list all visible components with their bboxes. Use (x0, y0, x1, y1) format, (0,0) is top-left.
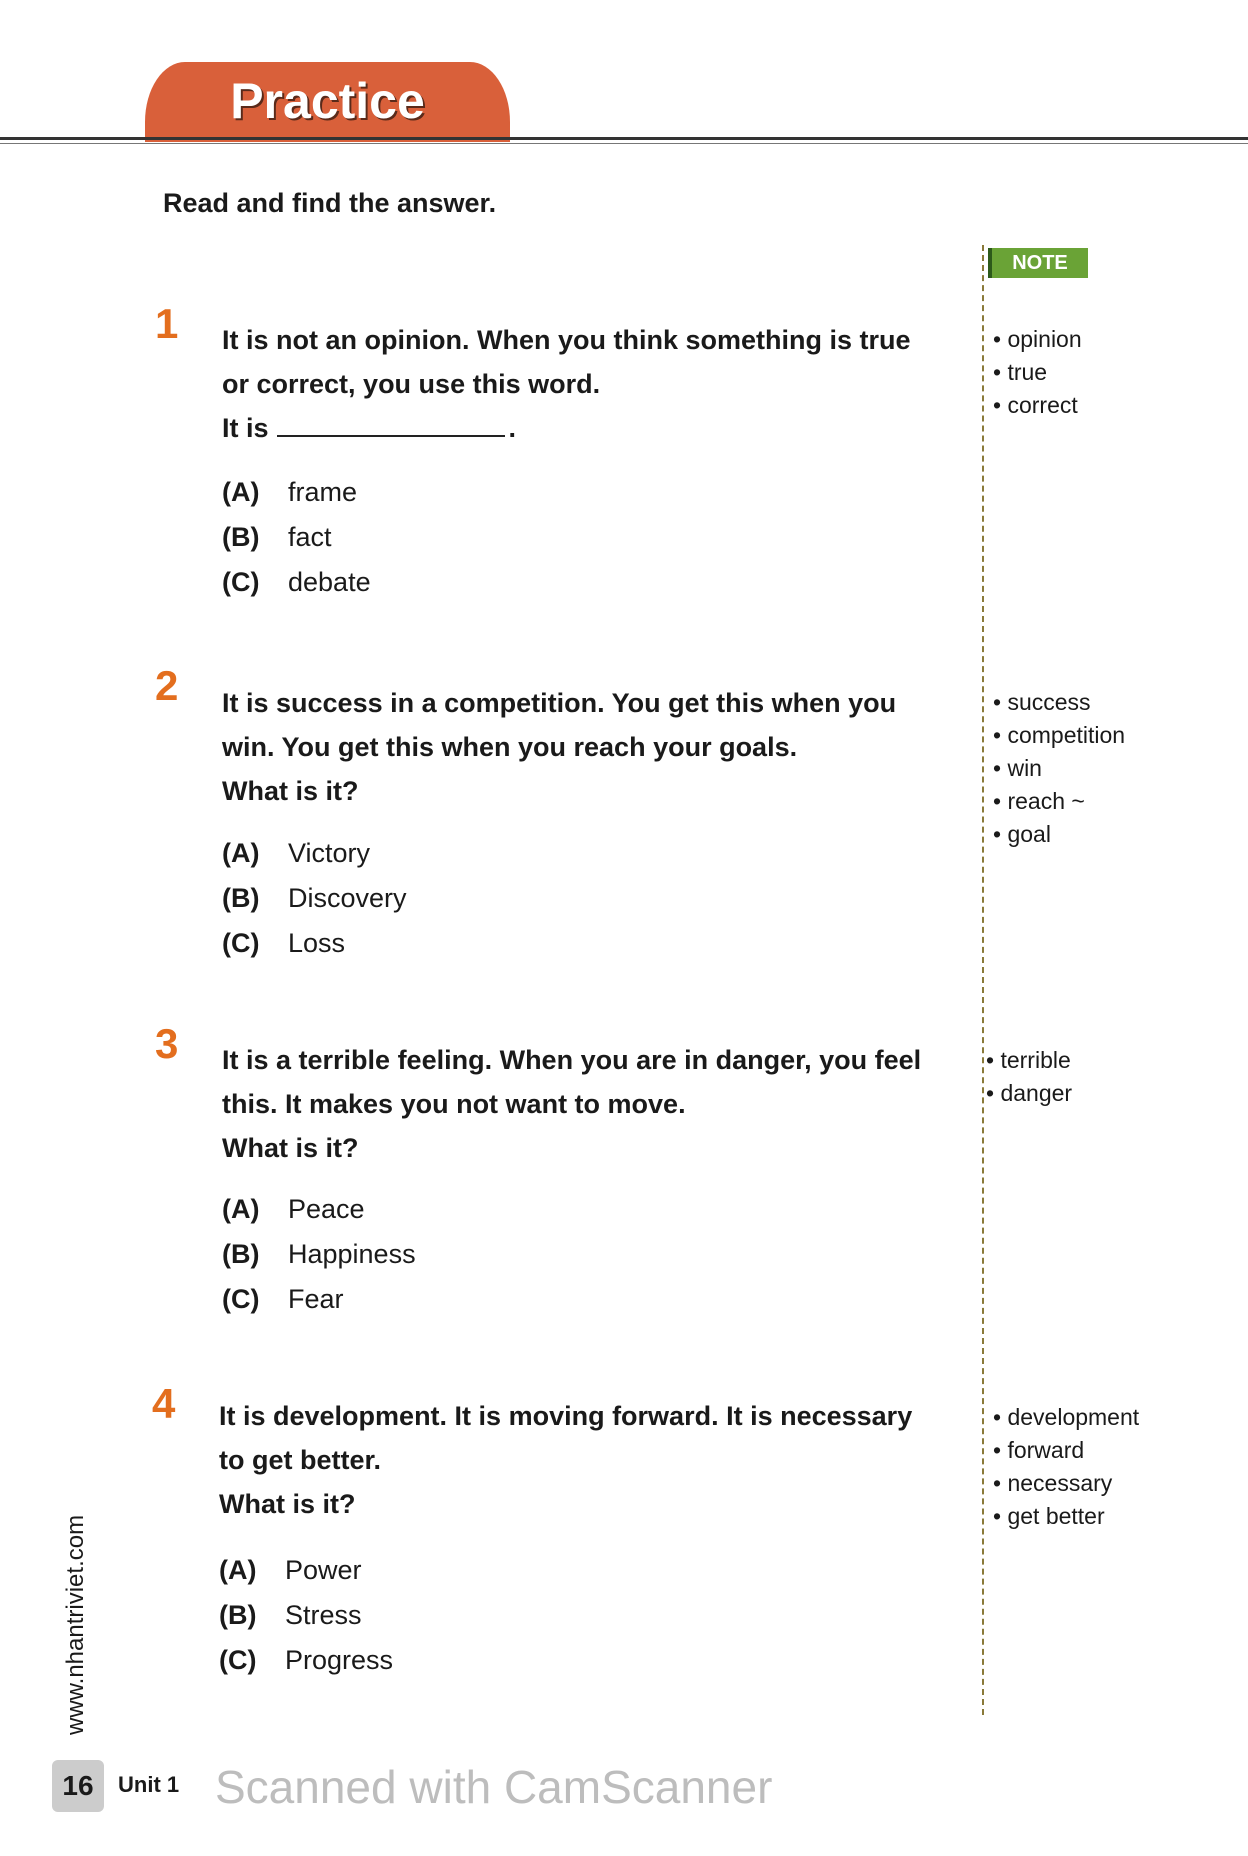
option-text: Progress (285, 1645, 394, 1675)
side-url: www.nhantriviet.com (62, 1514, 89, 1735)
options (222, 1187, 416, 1322)
note-text: opinion (1007, 326, 1082, 352)
option-b[interactable] (222, 1232, 416, 1277)
note-text: necessary (1007, 1470, 1113, 1496)
question-line: It is a terrible feeling. When you are in danger, you feel (222, 1045, 922, 1075)
note-text: correct (1007, 392, 1078, 418)
option-c[interactable] (222, 1277, 416, 1322)
question-text (219, 1394, 949, 1526)
note-list (993, 686, 1125, 851)
options (222, 470, 371, 605)
option-letter: (B) (222, 883, 260, 913)
header-rule-thin (0, 143, 1248, 144)
note-item: • reach ~ (993, 788, 1085, 814)
unit-label: Unit 1 (118, 1772, 180, 1797)
note-text: reach ~ (1007, 788, 1085, 814)
option-letter: (A) (219, 1555, 257, 1585)
note-text: danger (1000, 1080, 1073, 1106)
header-rule (0, 137, 1248, 140)
question-line: or correct, you use this word. (222, 369, 601, 399)
question-number: 3 (155, 1020, 179, 1067)
option-letter: (A) (222, 838, 260, 868)
note-list (993, 323, 1082, 422)
note-item: • success (993, 689, 1091, 715)
option-text: Happiness (288, 1239, 416, 1269)
question-number: 2 (155, 662, 179, 709)
note-item: • true (993, 359, 1048, 385)
prompt-end: . (508, 413, 517, 443)
question-line: win. You get this when you reach your goals. (222, 732, 798, 762)
note-item: • development (993, 1404, 1140, 1430)
option-a[interactable] (222, 470, 371, 515)
question-prompt: What is it? (222, 776, 359, 806)
note-text: competition (1007, 722, 1126, 748)
note-item: • get better (993, 1503, 1105, 1529)
question-text (222, 681, 952, 813)
note-item: • competition (993, 722, 1126, 748)
note-text: development (1007, 1404, 1140, 1430)
note-item: • win (993, 755, 1042, 781)
option-letter: (C) (222, 928, 260, 958)
page-number: 16 (52, 1760, 104, 1812)
option-text: debate (288, 567, 371, 597)
question-prompt: What is it? (222, 1133, 359, 1163)
note-text: terrible (1000, 1047, 1071, 1073)
option-text: Loss (288, 928, 346, 958)
note-text: true (1007, 359, 1048, 385)
question-line: It is development. It is moving forward. It is necessary (219, 1401, 913, 1431)
question-line: It is success in a competition. You get this when you (222, 688, 897, 718)
option-b[interactable] (222, 876, 407, 921)
option-a[interactable] (222, 831, 407, 876)
question-number: 1 (155, 300, 179, 347)
option-text: Power (285, 1555, 362, 1585)
option-a[interactable] (222, 1187, 416, 1232)
scanner-watermark: Scanned with CamScanner (215, 1761, 773, 1813)
option-text: fact (288, 522, 332, 552)
note-flag: NOTE (988, 248, 1088, 278)
note-item: • terrible (986, 1047, 1071, 1073)
question-line: to get better. (219, 1445, 382, 1475)
question-text (222, 1038, 952, 1170)
note-item: • danger (986, 1080, 1073, 1106)
note-item: • forward (993, 1437, 1085, 1463)
note-text: goal (1007, 821, 1051, 847)
note-item: • necessary (993, 1470, 1113, 1496)
option-a[interactable] (219, 1548, 393, 1593)
note-item: • correct (993, 392, 1078, 418)
option-b[interactable] (222, 515, 371, 560)
option-text: Stress (285, 1600, 362, 1630)
option-text: frame (288, 477, 358, 507)
option-letter: (C) (222, 567, 260, 597)
option-b[interactable] (219, 1593, 393, 1638)
option-letter: (C) (219, 1645, 257, 1675)
options (219, 1548, 393, 1683)
note-text: forward (1007, 1437, 1085, 1463)
instruction: Read and find the answer. (163, 188, 497, 218)
section-title: Practice (230, 73, 425, 129)
question-number: 4 (152, 1380, 176, 1427)
option-text: Discovery (288, 883, 407, 913)
option-c[interactable] (219, 1638, 393, 1683)
option-letter: (A) (222, 1194, 260, 1224)
note-item: • opinion (993, 326, 1082, 352)
note-list (986, 1044, 1072, 1110)
note-divider (982, 245, 984, 1715)
note-text: success (1007, 689, 1091, 715)
option-text: Peace (288, 1194, 365, 1224)
note-item: • goal (993, 821, 1051, 847)
option-letter: (B) (222, 522, 260, 552)
question-prompt (222, 406, 952, 450)
question-text (222, 318, 952, 450)
option-letter: (B) (222, 1239, 260, 1269)
options (222, 831, 407, 966)
option-c[interactable] (222, 921, 407, 966)
option-letter: (B) (219, 1600, 257, 1630)
question-line: this. It makes you not want to move. (222, 1089, 686, 1119)
option-text: Victory (288, 838, 371, 868)
question-line: It is not an opinion. When you think something is true (222, 325, 911, 355)
option-c[interactable] (222, 560, 371, 605)
note-list (993, 1401, 1139, 1533)
option-letter: (C) (222, 1284, 260, 1314)
prompt-text: It is (222, 413, 269, 443)
note-text: get better (1007, 1503, 1105, 1529)
answer-blank[interactable] (277, 435, 505, 437)
note-text: win (1007, 755, 1042, 781)
question-prompt: What is it? (219, 1489, 356, 1519)
option-text: Fear (288, 1284, 344, 1314)
option-letter: (A) (222, 477, 260, 507)
